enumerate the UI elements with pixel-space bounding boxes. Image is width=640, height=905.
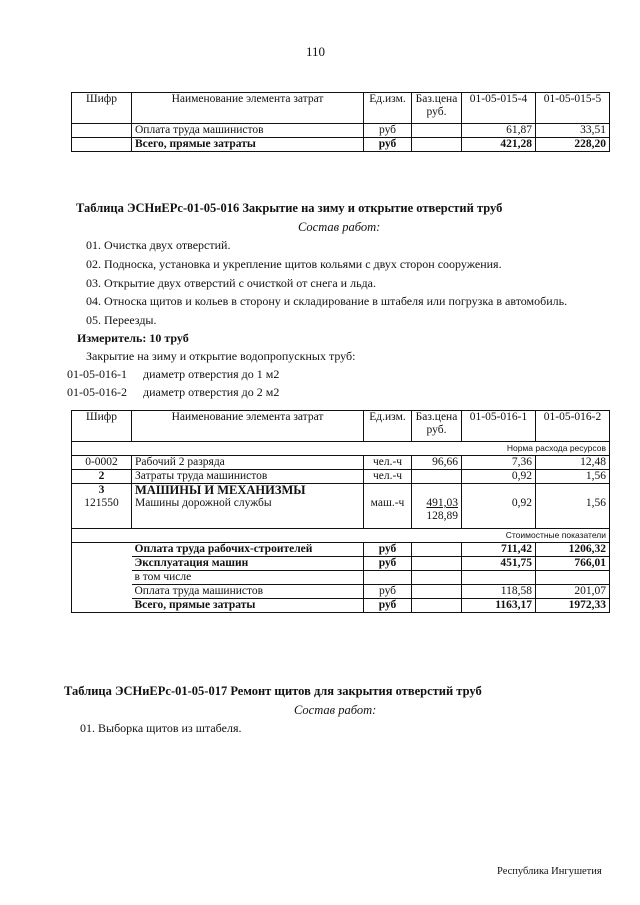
cost-name: Оплата труда рабочих-строителей (132, 543, 364, 557)
cost-value-1: 118,58 (462, 585, 536, 599)
row-value-1: 61,87 (462, 124, 536, 138)
col-header-name: Наименование элемента затрат (132, 93, 364, 124)
work-item: 01. Выборка щитов из штабеля. (80, 721, 242, 735)
machine-unit: маш.-ч (370, 497, 405, 509)
work-item: 01. Очистка двух отверстий. (86, 238, 231, 252)
machines-heading: МАШИНЫ И МЕХАНИЗМЫ (135, 483, 306, 497)
machine-value-1: 0,92 (511, 497, 532, 509)
row-value-1: 0,92 (462, 470, 536, 484)
col-header-price: Баз.цена руб. (412, 93, 462, 124)
cost-name: Оплата труда машинистов (132, 585, 364, 599)
table-01-05-016 (71, 410, 610, 613)
variant-code: 01-05-016-1 (67, 367, 127, 381)
cost-value-1: 451,75 (462, 557, 536, 571)
footer-region: Республика Ингушетия (497, 866, 602, 877)
row-unit: чел.-ч (364, 456, 412, 470)
work-item: 05. Переезды. (86, 313, 157, 327)
table-row-machines (72, 484, 610, 529)
cost-row-total (72, 599, 610, 613)
works-heading-017: Состав работ: (294, 703, 377, 717)
col-header-unit: Ед.изм. (364, 411, 412, 442)
machine-value-2: 1,56 (585, 497, 606, 509)
row-name: Рабочий 2 разряда (132, 456, 364, 470)
row-unit: руб (364, 124, 412, 138)
measure-unit: Измеритель: 10 труб (77, 331, 189, 345)
cost-row (72, 543, 610, 557)
cost-value-1: 711,42 (462, 543, 536, 557)
row-name: Всего, прямые затраты (132, 138, 364, 152)
table-header-row (72, 411, 610, 442)
table-row (72, 456, 610, 470)
row-code: 2 (72, 470, 132, 484)
cost-unit: руб (364, 585, 412, 599)
row-value-2: 228,20 (536, 138, 610, 152)
cost-label-row (72, 529, 610, 543)
cost-name: Всего, прямые затраты (132, 599, 364, 613)
machine-code: 121550 (84, 497, 119, 509)
cost-value-2: 766,01 (536, 557, 610, 571)
cost-value-2: 1206,32 (536, 543, 610, 557)
row-unit: чел.-ч (364, 470, 412, 484)
works-heading-016: Состав работ: (298, 220, 381, 234)
row-value-1: 7,36 (462, 456, 536, 470)
cost-unit: руб (364, 557, 412, 571)
variant-text: диаметр отверстия до 1 м2 (143, 367, 280, 381)
row-price (412, 470, 462, 484)
cost-value-2: 201,07 (536, 585, 610, 599)
table-description: Закрытие на зиму и открытие водопропускных труб: (86, 349, 356, 363)
work-item: 02. Поднoска, установка и укрепление щитов кольями с двух сторон сооружения. (86, 257, 502, 271)
col-header-code: Шифр (72, 93, 132, 124)
norm-label: Норма расхода ресурсов (72, 442, 610, 456)
col-header-variant-2: 01-05-015-5 (536, 93, 610, 124)
cost-name: Эксплуатация машин (132, 557, 364, 571)
row-price: 96,66 (412, 456, 462, 470)
cost-unit: руб (364, 599, 412, 613)
col-header-name: Наименование элемента затрат (132, 411, 364, 442)
row-name: Затраты труда машинистов (132, 470, 364, 484)
page-number: 110 (306, 44, 326, 59)
cost-value-1: 1163,17 (462, 599, 536, 613)
section-title-016: Таблица ЭСНиЕРс-01-05-016 Закрытие на зиму и открытие отверстий труб (76, 201, 503, 215)
cost-row (72, 571, 610, 585)
cost-row (72, 557, 610, 571)
table-row (72, 124, 610, 138)
row-value-1: 421,28 (462, 138, 536, 152)
col-header-code: Шифр (72, 411, 132, 442)
cost-row (72, 585, 610, 599)
row-value-2: 1,56 (536, 470, 610, 484)
table-01-05-015 (71, 92, 610, 152)
machines-code: 3 (98, 484, 105, 496)
table-row-total (72, 138, 610, 152)
row-value-2: 33,51 (536, 124, 610, 138)
table-header-row (72, 93, 610, 124)
col-header-variant-1: 01-05-015-4 (462, 93, 536, 124)
machine-price-1: 491,03 (426, 497, 458, 509)
col-header-variant-2: 01-05-016-2 (536, 411, 610, 442)
col-header-unit: Ед.изм. (364, 93, 412, 124)
variant-text: диаметр отверстия до 2 м2 (143, 385, 280, 399)
row-code: 0-0002 (72, 456, 132, 470)
row-name: Оплата труда машинистов (132, 124, 364, 138)
norm-label-row (72, 442, 610, 456)
variant-code: 01-05-016-2 (67, 385, 127, 399)
machine-name: Машины дорожной службы (135, 497, 272, 509)
cost-label: Стоимостные показатели (72, 529, 610, 543)
col-header-variant-1: 01-05-016-1 (462, 411, 536, 442)
cost-name: в том числе (132, 571, 364, 585)
section-title-017: Таблица ЭСНиЕРс-01-05-017 Ремонт щитов для закрытия отверстий труб (64, 684, 482, 698)
cost-value-2: 1972,33 (536, 599, 610, 613)
col-header-price: Баз.цена руб. (412, 411, 462, 442)
row-value-2: 12,48 (536, 456, 610, 470)
row-unit: руб (364, 138, 412, 152)
table-row (72, 470, 610, 484)
work-item: 03. Открытие двух отверстий с очисткой от снега и льда. (86, 276, 376, 290)
machine-price-2: 128,89 (426, 510, 458, 522)
cost-unit: руб (364, 543, 412, 557)
work-item: 04. Относка щитов и кольев в сторону и складирование в штабеля или погрузка в автомобиль. (86, 294, 568, 308)
